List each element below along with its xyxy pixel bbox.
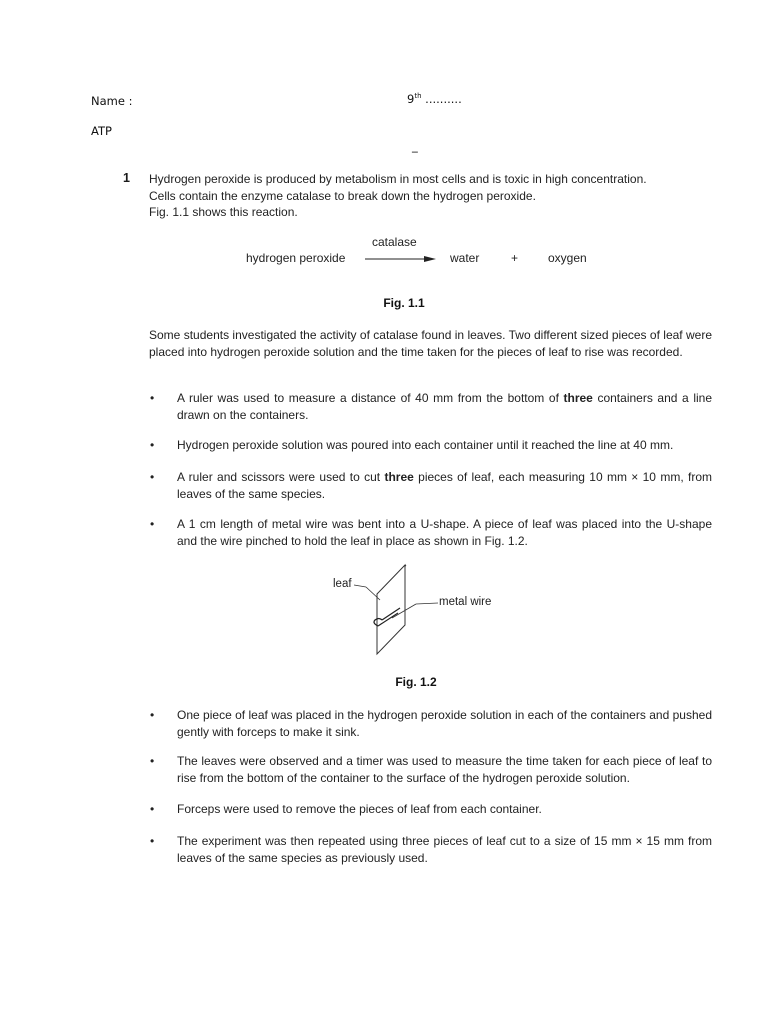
leaf-wire-diagram bbox=[320, 560, 520, 660]
bullet-icon: • bbox=[150, 802, 155, 816]
method-step-4: A 1 cm length of metal wire was bent into a U-shape. A piece of leaf was placed into the U-shape and the wire pinched to hold the leaf in place as shown in Fig. 1.2. bbox=[177, 517, 712, 548]
fig-1-2-caption: Fig. 1.2 bbox=[395, 675, 437, 689]
bullet-icon: • bbox=[150, 708, 155, 722]
fig-1-1-caption: Fig. 1.1 bbox=[383, 296, 425, 310]
method-step-1: A ruler was used to measure a distance of 40 mm from the bottom of three containers and a line drawn on the containers. bbox=[177, 391, 713, 422]
header-dash: _ bbox=[412, 139, 418, 153]
grade-number: 9 bbox=[407, 92, 415, 106]
name-label: Name : bbox=[91, 94, 133, 108]
grade-superscript: th bbox=[414, 92, 422, 101]
bullet-icon: • bbox=[150, 754, 155, 768]
bullet-icon: • bbox=[150, 834, 155, 848]
bullet-icon: • bbox=[150, 470, 155, 484]
method-step-7: Forceps were used to remove the pieces of leaf from each container. bbox=[177, 802, 542, 816]
enzyme-label: catalase bbox=[372, 235, 417, 249]
method-step-3: A ruler and scissors were used to cut three pieces of leaf, each measuring 10 mm × 10 mm, from leaves of the same species. bbox=[177, 470, 712, 501]
bullet-icon: • bbox=[150, 438, 155, 452]
intro-line-3: Fig. 1.1 shows this reaction. bbox=[149, 205, 298, 219]
product-oxygen: oxygen bbox=[548, 251, 587, 265]
bullet-icon: • bbox=[150, 517, 155, 531]
leaf-shape bbox=[377, 565, 405, 654]
investigation-paragraph: Some students investigated the activity of catalase found in leaves. Two different sized pieces of leaf were placed into hydrogen peroxide solution and the time taken for the pieces of leaf to rise was recorded. bbox=[149, 328, 712, 359]
metal-wire-label: metal wire bbox=[439, 596, 492, 608]
method-step-8: The experiment was then repeated using three pieces of leaf cut to a size of 15 mm × 15 mm from leaves of the same species as previously used. bbox=[177, 834, 712, 865]
subject-label: ATP bbox=[91, 124, 112, 138]
grade-blank: .......... bbox=[421, 92, 462, 106]
question-intro bbox=[149, 171, 729, 221]
reaction-arrow-icon bbox=[364, 253, 438, 265]
plus-sign: + bbox=[511, 251, 519, 265]
reactant-label: hydrogen peroxide bbox=[246, 251, 346, 265]
grade-field bbox=[407, 92, 462, 106]
intro-line-1: Hydrogen peroxide is produced by metabolism in most cells and is toxic in high concentration. bbox=[149, 172, 647, 186]
method-step-6: The leaves were observed and a timer was used to measure the time taken for each piece of leaf to rise from the bottom of the container to the surface of the hydrogen peroxide solution. bbox=[177, 754, 712, 785]
method-step-5: One piece of leaf was placed in the hydrogen peroxide solution in each of the containers and pushed gently with forceps to make it sink. bbox=[177, 708, 712, 739]
question-number: 1 bbox=[123, 171, 130, 185]
product-water: water bbox=[450, 251, 480, 265]
bullet-icon: • bbox=[150, 391, 155, 405]
intro-line-2: Cells contain the enzyme catalase to break down the hydrogen peroxide. bbox=[149, 188, 536, 203]
leaf-label: leaf bbox=[333, 578, 352, 590]
method-step-2: Hydrogen peroxide solution was poured into each container until it reached the line at 40 mm. bbox=[177, 438, 674, 452]
